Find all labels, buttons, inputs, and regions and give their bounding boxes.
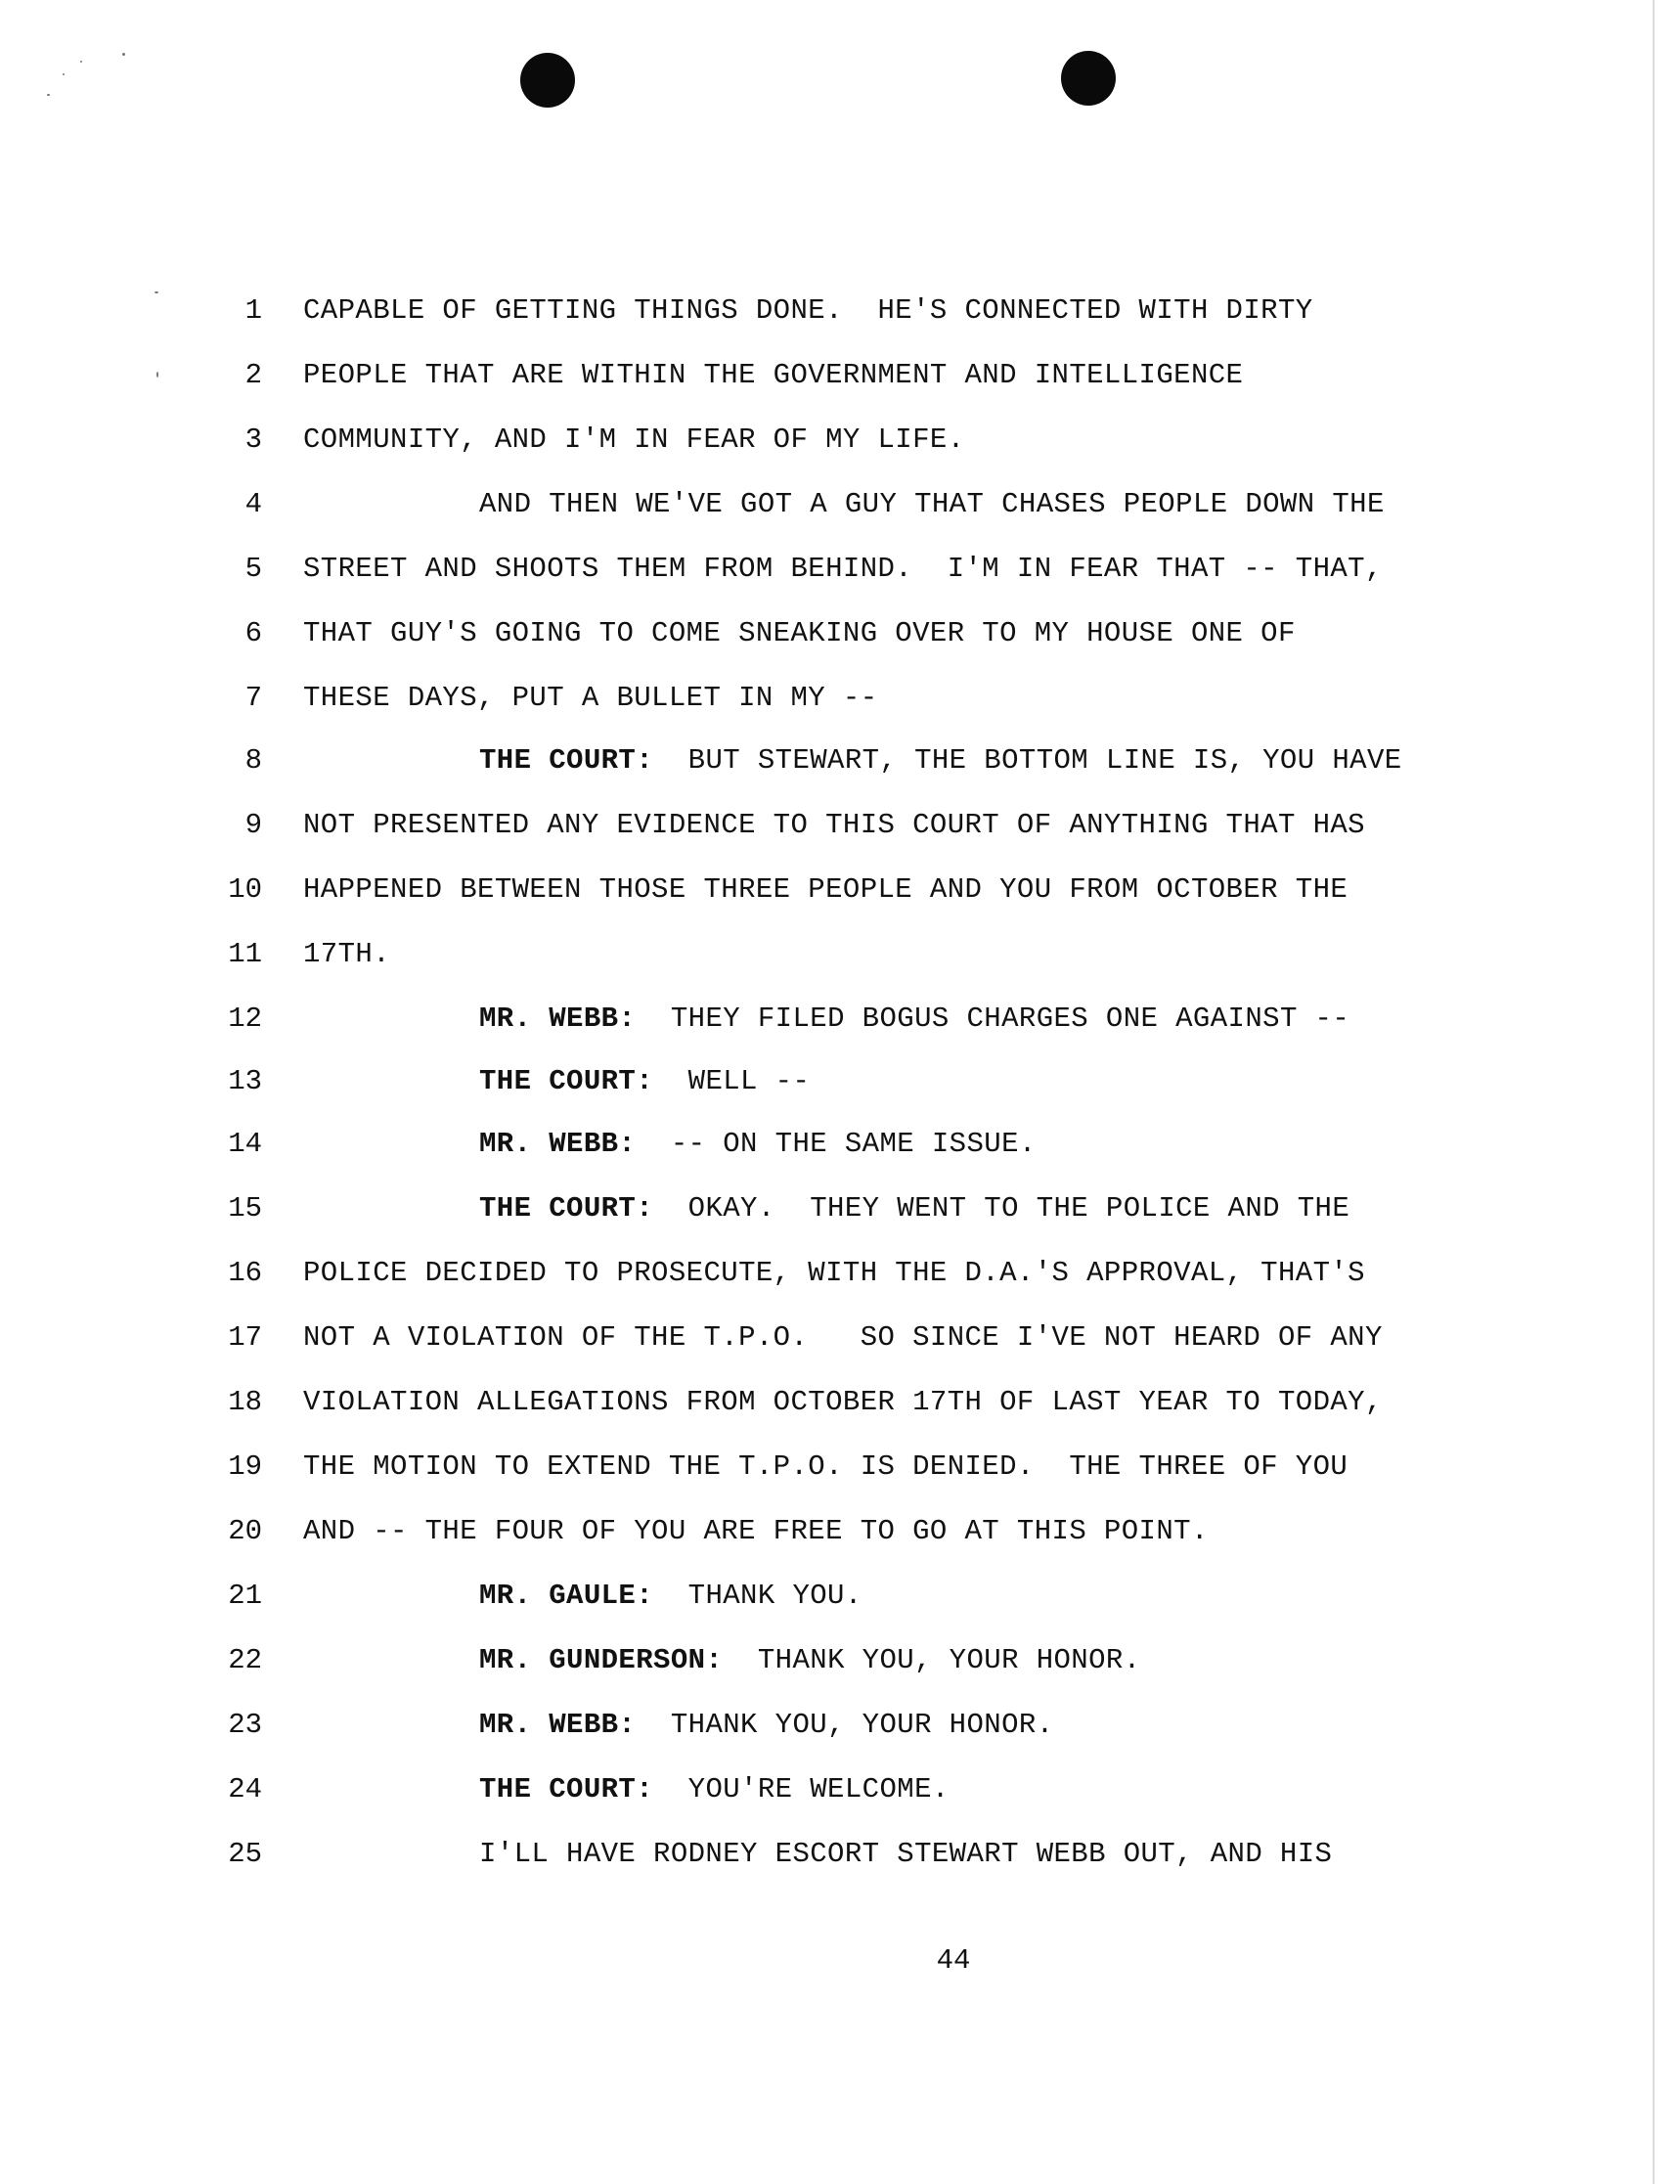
scan-speck	[63, 73, 65, 75]
line-text	[303, 1254, 1365, 1293]
line-text	[303, 679, 878, 718]
line-text	[303, 1448, 1348, 1487]
line-text	[479, 1577, 862, 1616]
transcript-line	[0, 806, 1680, 845]
line-number: 16	[228, 1257, 262, 1289]
speaker-label: THE COURT:	[479, 1773, 654, 1805]
line-number: 22	[228, 1644, 262, 1676]
transcript-line	[0, 1318, 1680, 1358]
line-number: 18	[228, 1386, 262, 1418]
punch-hole-right	[1061, 51, 1116, 106]
transcript-line	[0, 356, 1680, 395]
line-number: 5	[244, 553, 262, 585]
transcript-line	[0, 291, 1680, 331]
line-text	[479, 1189, 1349, 1228]
line-text	[303, 614, 1296, 653]
transcript-line	[0, 1062, 1680, 1101]
line-number: 10	[228, 873, 262, 906]
line-text	[303, 1318, 1383, 1358]
line-text	[303, 421, 965, 460]
line-content: POLICE DECIDED TO PROSECUTE, WITH THE D.A.'S APPROVAL, THAT'S	[303, 1257, 1365, 1289]
transcript-line	[0, 1770, 1680, 1809]
transcript-line	[0, 1189, 1680, 1228]
line-text	[479, 1641, 1141, 1680]
line-number: 19	[228, 1450, 262, 1483]
transcript-line	[0, 1512, 1680, 1551]
transcript-line	[0, 741, 1680, 780]
transcript-line	[0, 1641, 1680, 1680]
line-text	[479, 485, 1385, 524]
transcript-line	[0, 1254, 1680, 1293]
line-number: 25	[228, 1838, 262, 1870]
transcript-line	[0, 870, 1680, 910]
speaker-label: MR. WEBB:	[479, 1128, 637, 1160]
line-content: I'LL HAVE RODNEY ESCORT STEWART WEBB OUT, AND HIS	[479, 1838, 1333, 1870]
speaker-label: THE COURT:	[479, 1065, 654, 1097]
line-content: THESE DAYS, PUT A BULLET IN MY --	[303, 682, 878, 714]
speaker-label: THE COURT:	[479, 744, 654, 777]
line-content: STREET AND SHOOTS THEM FROM BEHIND. I'M IN FEAR THAT -- THAT,	[303, 553, 1383, 585]
line-text	[479, 741, 1402, 780]
speaker-label: THE COURT:	[479, 1192, 654, 1225]
line-content: COMMUNITY, AND I'M IN FEAR OF MY LIFE.	[303, 423, 965, 456]
line-content: THANK YOU, YOUR HONOR.	[636, 1709, 1054, 1741]
line-number: 14	[228, 1128, 262, 1160]
transcript-line	[0, 614, 1680, 653]
line-content: 17TH.	[303, 938, 391, 970]
line-text	[303, 935, 390, 974]
speaker-label: MR. WEBB:	[479, 1003, 637, 1035]
line-text	[303, 356, 1243, 395]
line-content: BUT STEWART, THE BOTTOM LINE IS, YOU HAVE	[653, 744, 1402, 777]
line-content: VIOLATION ALLEGATIONS FROM OCTOBER 17TH OF LAST YEAR TO TODAY,	[303, 1386, 1383, 1418]
line-number: 3	[244, 423, 262, 456]
line-number: 15	[228, 1192, 262, 1225]
transcript-line	[0, 1448, 1680, 1487]
line-text	[479, 1062, 810, 1101]
line-content: NOT PRESENTED ANY EVIDENCE TO THIS COURT OF ANYTHING THAT HAS	[303, 809, 1365, 841]
line-number: 21	[228, 1580, 262, 1612]
line-content: NOT A VIOLATION OF THE T.P.O. SO SINCE I'VE NOT HEARD OF ANY	[303, 1321, 1383, 1354]
line-text	[303, 1512, 1209, 1551]
scan-speck	[122, 53, 125, 56]
line-text	[479, 1000, 1349, 1039]
line-content: THANK YOU, YOUR HONOR.	[723, 1644, 1141, 1676]
line-text	[303, 870, 1348, 910]
line-text	[303, 1383, 1383, 1422]
line-content: PEOPLE THAT ARE WITHIN THE GOVERNMENT AND INTELLIGENCE	[303, 359, 1244, 391]
transcript-line	[0, 1000, 1680, 1039]
line-content: CAPABLE OF GETTING THINGS DONE. HE'S CONNECTED WITH DIRTY	[303, 294, 1313, 327]
line-number: 20	[228, 1515, 262, 1547]
transcript-line	[0, 935, 1680, 974]
scan-speck	[80, 61, 82, 63]
line-text	[303, 550, 1383, 589]
line-number: 17	[228, 1321, 262, 1354]
line-content: THAT GUY'S GOING TO COME SNEAKING OVER TO MY HOUSE ONE OF	[303, 617, 1296, 649]
speaker-label: MR. GUNDERSON:	[479, 1644, 724, 1676]
transcript-line	[0, 679, 1680, 718]
line-text	[479, 1835, 1332, 1874]
line-content: THE MOTION TO EXTEND THE T.P.O. IS DENIED. THE THREE OF YOU	[303, 1450, 1348, 1483]
transcript-line	[0, 1706, 1680, 1745]
speaker-label: MR. WEBB:	[479, 1709, 637, 1741]
line-number: 1	[244, 294, 262, 327]
page-number: 44	[936, 1944, 971, 1977]
transcript-line	[0, 1577, 1680, 1616]
line-content: HAPPENED BETWEEN THOSE THREE PEOPLE AND YOU FROM OCTOBER THE	[303, 873, 1348, 906]
line-number: 2	[244, 359, 262, 391]
line-content: AND -- THE FOUR OF YOU ARE FREE TO GO AT THIS POINT.	[303, 1515, 1209, 1547]
line-number: 6	[244, 617, 262, 649]
transcript-line	[0, 1125, 1680, 1164]
line-content: AND THEN WE'VE GOT A GUY THAT CHASES PEOPLE DOWN THE	[479, 488, 1385, 520]
line-number: 12	[228, 1003, 262, 1035]
line-content: YOU'RE WELCOME.	[653, 1773, 950, 1805]
line-content: WELL --	[653, 1065, 811, 1097]
line-text	[479, 1125, 1037, 1164]
line-number: 13	[228, 1065, 262, 1097]
line-number: 8	[244, 744, 262, 777]
punch-hole-left	[520, 53, 575, 108]
line-number: 11	[228, 938, 262, 970]
line-number: 9	[244, 809, 262, 841]
line-text	[303, 806, 1365, 845]
line-number: 4	[244, 488, 262, 520]
scan-speck	[47, 94, 50, 96]
speaker-label: MR. GAULE:	[479, 1580, 654, 1612]
line-number: 7	[244, 682, 262, 714]
transcript-line	[0, 485, 1680, 524]
transcript-line	[0, 1835, 1680, 1874]
line-content: -- ON THE SAME ISSUE.	[636, 1128, 1037, 1160]
line-text	[303, 291, 1313, 331]
line-text	[479, 1706, 1054, 1745]
line-text	[479, 1770, 950, 1809]
transcript-line	[0, 421, 1680, 460]
line-content: THEY FILED BOGUS CHARGES ONE AGAINST --	[636, 1003, 1350, 1035]
transcript-line	[0, 550, 1680, 589]
line-content: OKAY. THEY WENT TO THE POLICE AND THE	[653, 1192, 1350, 1225]
transcript-line	[0, 1383, 1680, 1422]
line-content: THANK YOU.	[653, 1580, 862, 1612]
line-number: 24	[228, 1773, 262, 1805]
line-number: 23	[228, 1709, 262, 1741]
